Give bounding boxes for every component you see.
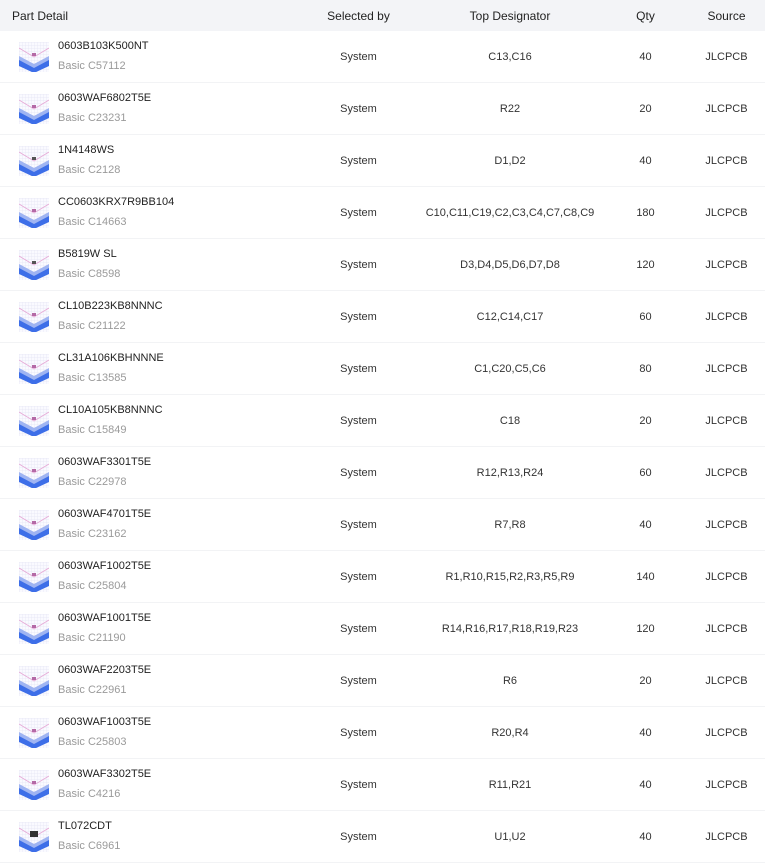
part-basic-code: Basic C6961 bbox=[58, 840, 121, 852]
selected-by-cell: System bbox=[340, 102, 377, 115]
part-name[interactable]: 0603WAF1003T5E bbox=[58, 716, 152, 728]
qty-cell: 40 bbox=[639, 518, 652, 531]
part-detail-cell bbox=[0, 239, 300, 291]
part-basic-code: Basic C23162 bbox=[58, 528, 127, 540]
qty-cell: 60 bbox=[639, 310, 652, 323]
qty-cell: 40 bbox=[639, 50, 652, 63]
part-basic-code: Basic C15849 bbox=[58, 424, 127, 436]
part-basic-code: Basic C2128 bbox=[58, 164, 121, 176]
top-designator-cell: R20,R4 bbox=[491, 726, 529, 739]
part-name[interactable]: CL31A106KBHNNNE bbox=[58, 352, 164, 364]
part-name[interactable]: 0603WAF3302T5E bbox=[58, 768, 152, 780]
part-name[interactable]: 0603B103K500NT bbox=[58, 40, 149, 52]
table-body bbox=[0, 31, 765, 863]
part-name[interactable]: TL072CDT bbox=[58, 820, 112, 832]
part-basic-code: Basic C8598 bbox=[58, 268, 121, 280]
source-cell: JLCPCB bbox=[705, 622, 748, 635]
table-row[interactable] bbox=[0, 343, 765, 395]
smd-resistor-icon[interactable] bbox=[19, 94, 49, 124]
top-designator-cell: R12,R13,R24 bbox=[476, 466, 544, 479]
table-row[interactable] bbox=[0, 187, 765, 239]
header-part-detail[interactable]: Part Detail bbox=[0, 0, 300, 31]
qty-cell: 180 bbox=[636, 206, 655, 219]
source-cell: JLCPCB bbox=[705, 258, 748, 271]
table-row[interactable] bbox=[0, 499, 765, 551]
part-name[interactable]: CL10B223KB8NNNC bbox=[58, 300, 163, 312]
smd-resistor-icon[interactable] bbox=[19, 458, 49, 488]
source-cell: JLCPCB bbox=[705, 570, 748, 583]
part-detail-cell bbox=[0, 811, 300, 863]
part-basic-code: Basic C22978 bbox=[58, 476, 127, 488]
part-basic-code: Basic C13585 bbox=[58, 372, 127, 384]
top-designator-cell: R14,R16,R17,R18,R19,R23 bbox=[441, 622, 579, 635]
smd-capacitor-icon[interactable] bbox=[19, 198, 49, 228]
part-basic-code: Basic C57112 bbox=[58, 60, 126, 72]
qty-cell: 40 bbox=[639, 778, 652, 791]
source-cell: JLCPCB bbox=[705, 778, 748, 791]
qty-cell: 120 bbox=[636, 622, 655, 635]
part-detail-cell bbox=[0, 759, 300, 811]
qty-cell: 40 bbox=[639, 830, 652, 843]
part-basic-code: Basic C21122 bbox=[58, 320, 126, 332]
source-cell: JLCPCB bbox=[705, 518, 748, 531]
part-basic-code: Basic C21190 bbox=[58, 632, 126, 644]
header-source[interactable]: Source bbox=[688, 0, 765, 31]
smd-capacitor-icon[interactable] bbox=[19, 354, 49, 384]
source-cell: JLCPCB bbox=[705, 310, 748, 323]
part-detail-cell bbox=[0, 83, 300, 135]
table-row[interactable] bbox=[0, 447, 765, 499]
part-name[interactable]: B5819W SL bbox=[58, 248, 117, 260]
selected-by-cell: System bbox=[340, 310, 377, 323]
source-cell: JLCPCB bbox=[705, 414, 748, 427]
qty-cell: 40 bbox=[639, 726, 652, 739]
table-row[interactable] bbox=[0, 291, 765, 343]
part-detail-cell bbox=[0, 187, 300, 239]
part-detail-cell bbox=[0, 291, 300, 343]
smd-resistor-icon[interactable] bbox=[19, 718, 49, 748]
part-name[interactable]: CC0603KRX7R9BB104 bbox=[58, 196, 175, 208]
table-row[interactable] bbox=[0, 135, 765, 187]
source-cell: JLCPCB bbox=[705, 674, 748, 687]
source-cell: JLCPCB bbox=[705, 726, 748, 739]
part-name[interactable]: 1N4148WS bbox=[58, 144, 115, 156]
table-row[interactable] bbox=[0, 551, 765, 603]
smd-resistor-icon[interactable] bbox=[19, 666, 49, 696]
part-name[interactable]: 0603WAF1001T5E bbox=[58, 612, 152, 624]
part-detail-cell bbox=[0, 395, 300, 447]
header-qty[interactable]: Qty bbox=[603, 0, 688, 31]
top-designator-cell: R1,R10,R15,R2,R3,R5,R9 bbox=[445, 570, 575, 583]
selected-by-cell: System bbox=[340, 674, 377, 687]
top-designator-cell: D3,D4,D5,D6,D7,D8 bbox=[460, 258, 560, 271]
smd-diode-icon[interactable] bbox=[19, 250, 49, 280]
source-cell: JLCPCB bbox=[705, 154, 748, 167]
part-name[interactable]: 0603WAF6802T5E bbox=[58, 92, 152, 104]
part-basic-code: Basic C23231 bbox=[58, 112, 127, 124]
part-detail-cell bbox=[0, 499, 300, 551]
part-name[interactable]: CL10A105KB8NNNC bbox=[58, 404, 163, 416]
source-cell: JLCPCB bbox=[705, 102, 748, 115]
top-designator-cell: R6 bbox=[502, 674, 518, 687]
top-designator-cell: R11,R21 bbox=[488, 778, 532, 791]
part-basic-code: Basic C22961 bbox=[58, 684, 127, 696]
part-basic-code: Basic C14663 bbox=[58, 216, 127, 228]
part-basic-code: Basic C25803 bbox=[58, 736, 127, 748]
smd-resistor-icon[interactable] bbox=[19, 510, 49, 540]
part-detail-cell bbox=[0, 551, 300, 603]
top-designator-cell: U1,U2 bbox=[494, 830, 526, 843]
table-header-row bbox=[0, 0, 765, 31]
table-row[interactable] bbox=[0, 83, 765, 135]
qty-cell: 40 bbox=[639, 154, 652, 167]
qty-cell: 20 bbox=[639, 674, 652, 687]
qty-cell: 80 bbox=[639, 362, 652, 375]
selected-by-cell: System bbox=[340, 778, 377, 791]
table-row[interactable] bbox=[0, 811, 765, 863]
selected-by-cell: System bbox=[340, 258, 377, 271]
qty-cell: 20 bbox=[639, 414, 652, 427]
selected-by-cell: System bbox=[340, 206, 377, 219]
table-row[interactable] bbox=[0, 707, 765, 759]
part-detail-cell bbox=[0, 31, 300, 83]
smd-resistor-icon[interactable] bbox=[19, 770, 49, 800]
part-detail-cell bbox=[0, 655, 300, 707]
top-designator-cell: D1,D2 bbox=[494, 154, 526, 167]
selected-by-cell: System bbox=[340, 154, 377, 167]
part-name[interactable]: 0603WAF2203T5E bbox=[58, 664, 152, 676]
qty-cell: 140 bbox=[636, 570, 655, 583]
top-designator-cell: C10,C11,C19,C2,C3,C4,C7,C8,C9 bbox=[425, 206, 595, 219]
part-basic-code: Basic C4216 bbox=[58, 788, 121, 800]
part-basic-code: Basic C25804 bbox=[58, 580, 127, 592]
part-detail-cell bbox=[0, 447, 300, 499]
smd-resistor-icon[interactable] bbox=[19, 562, 49, 592]
part-name[interactable]: 0603WAF4701T5E bbox=[58, 508, 152, 520]
top-designator-cell: C12,C14,C17 bbox=[476, 310, 544, 323]
part-name[interactable]: 0603WAF1002T5E bbox=[58, 560, 152, 572]
soic-chip-icon[interactable] bbox=[19, 822, 49, 852]
table-row[interactable] bbox=[0, 239, 765, 291]
part-detail-cell bbox=[0, 135, 300, 187]
qty-cell: 20 bbox=[639, 102, 652, 115]
header-top-designator[interactable]: Top Designator bbox=[417, 0, 603, 31]
source-cell: JLCPCB bbox=[705, 466, 748, 479]
source-cell: JLCPCB bbox=[705, 362, 748, 375]
selected-by-cell: System bbox=[340, 414, 377, 427]
table-row[interactable] bbox=[0, 31, 765, 83]
qty-cell: 60 bbox=[639, 466, 652, 479]
header-selected-by[interactable]: Selected by bbox=[300, 0, 417, 31]
top-designator-cell: C13,C16 bbox=[488, 50, 532, 63]
part-name[interactable]: 0603WAF3301T5E bbox=[58, 456, 152, 468]
qty-cell: 120 bbox=[636, 258, 655, 271]
top-designator-cell: C1,C20,C5,C6 bbox=[474, 362, 546, 375]
smd-capacitor-icon[interactable] bbox=[19, 42, 49, 72]
selected-by-cell: System bbox=[340, 622, 377, 635]
table-row[interactable] bbox=[0, 395, 765, 447]
selected-by-cell: System bbox=[340, 466, 377, 479]
selected-by-cell: System bbox=[340, 830, 377, 843]
smd-diode-icon[interactable] bbox=[19, 146, 49, 176]
top-designator-cell: R22 bbox=[499, 102, 521, 115]
smd-capacitor-icon[interactable] bbox=[19, 302, 49, 332]
part-detail-cell bbox=[0, 343, 300, 395]
selected-by-cell: System bbox=[340, 726, 377, 739]
table-row[interactable] bbox=[0, 759, 765, 811]
selected-by-cell: System bbox=[340, 518, 377, 531]
selected-by-cell: System bbox=[340, 362, 377, 375]
source-cell: JLCPCB bbox=[705, 206, 748, 219]
top-designator-cell: C18 bbox=[499, 414, 521, 427]
smd-capacitor-icon[interactable] bbox=[19, 406, 49, 436]
selected-by-cell: System bbox=[340, 50, 377, 63]
table-row[interactable] bbox=[0, 655, 765, 707]
source-cell: JLCPCB bbox=[705, 830, 748, 843]
smd-resistor-icon[interactable] bbox=[19, 614, 49, 644]
part-detail-cell bbox=[0, 603, 300, 655]
source-cell: JLCPCB bbox=[705, 50, 748, 63]
part-detail-cell bbox=[0, 707, 300, 759]
selected-by-cell: System bbox=[340, 570, 377, 583]
table-row[interactable] bbox=[0, 603, 765, 655]
top-designator-cell: R7,R8 bbox=[494, 518, 526, 531]
